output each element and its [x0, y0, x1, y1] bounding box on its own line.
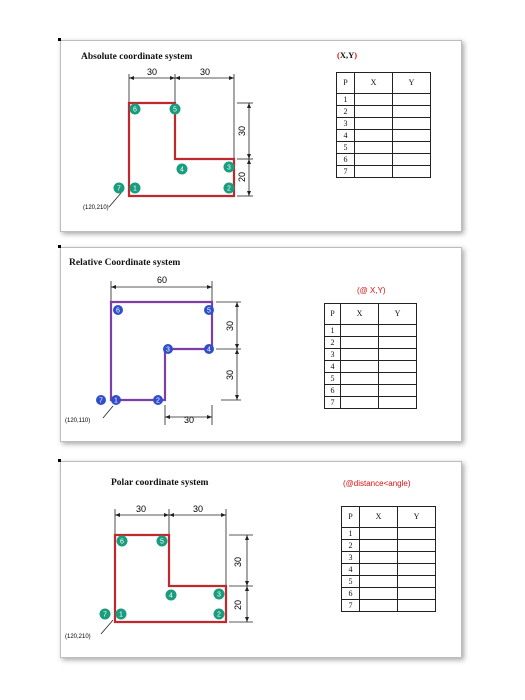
- header-y: Y: [379, 304, 417, 325]
- panel-absolute: [60, 40, 462, 232]
- point-2: [153, 395, 163, 405]
- point-6: [113, 305, 123, 315]
- table-row: 5: [337, 142, 431, 154]
- table-row: 5: [325, 373, 417, 385]
- header-p: P: [337, 73, 355, 94]
- svg-text:7: 7: [117, 185, 121, 193]
- point-4: [166, 590, 177, 601]
- table-row: 7: [325, 397, 417, 409]
- absolute-diagram: [61, 41, 461, 231]
- header-x: X: [341, 304, 379, 325]
- point-1: [116, 609, 127, 620]
- panel-relative: [60, 247, 462, 442]
- table-row: 3: [325, 349, 417, 361]
- dimension-label: 30: [199, 67, 211, 77]
- svg-text:2: 2: [227, 185, 231, 193]
- svg-text:7: 7: [99, 397, 103, 405]
- table-row: 2: [325, 337, 417, 349]
- table-row: 5: [342, 576, 436, 588]
- coordinate-format-label: (@ X,Y): [357, 286, 386, 295]
- table-row: 4: [325, 361, 417, 373]
- panel-title: Absolute coordinate system: [81, 52, 193, 62]
- table-row: 2: [342, 540, 436, 552]
- svg-text:2: 2: [156, 397, 160, 405]
- polar-diagram: [61, 462, 461, 657]
- panel-title: Relative Coordinate system: [69, 258, 181, 268]
- origin-label: (120,210): [83, 205, 109, 211]
- l-shape-outline: [111, 302, 212, 400]
- point-5: [204, 305, 214, 315]
- table-row: 7: [342, 600, 436, 612]
- point-7: [96, 395, 106, 405]
- point-5: [170, 104, 181, 115]
- svg-text:6: 6: [116, 307, 120, 315]
- header-x: X: [355, 73, 393, 94]
- svg-text:5: 5: [160, 538, 164, 546]
- table-row: 6: [342, 588, 436, 600]
- table-row: 3: [342, 552, 436, 564]
- svg-text:2: 2: [217, 611, 221, 619]
- dimension-label: 30: [233, 556, 243, 568]
- dimension-label: 60: [156, 275, 168, 285]
- table-row: 1: [337, 94, 431, 106]
- table-row: 3: [337, 118, 431, 130]
- header-x: X: [360, 507, 398, 528]
- table-row: 7: [337, 166, 431, 178]
- svg-text:4: 4: [169, 592, 173, 600]
- svg-text:1: 1: [114, 397, 118, 405]
- header-p: P: [342, 507, 360, 528]
- svg-text:5: 5: [207, 307, 211, 315]
- svg-text:7: 7: [103, 611, 107, 619]
- point-2: [214, 609, 225, 620]
- header-y: Y: [393, 73, 431, 94]
- svg-text:6: 6: [133, 106, 137, 114]
- svg-text:1: 1: [119, 611, 123, 619]
- origin-label: (120,110): [65, 418, 91, 424]
- dimension-label: 30: [146, 67, 158, 77]
- panel-title: Polar coordinate system: [111, 478, 209, 488]
- point-1: [111, 395, 121, 405]
- table-row: 6: [325, 385, 417, 397]
- dimension-label: 30: [183, 415, 195, 425]
- l-shape-outline: [115, 535, 226, 622]
- point-1: [130, 183, 141, 194]
- dimension-label: 30: [135, 504, 147, 514]
- header-p: P: [325, 304, 341, 325]
- table-row: 1: [325, 325, 417, 337]
- svg-text:6: 6: [120, 538, 124, 546]
- dimension-label: 30: [225, 369, 235, 381]
- dimension-label: 30: [237, 125, 247, 137]
- svg-text:1: 1: [133, 185, 137, 193]
- point-4: [204, 344, 214, 354]
- l-shape-outline: [129, 103, 234, 196]
- point-6: [130, 104, 141, 115]
- svg-text:3: 3: [217, 591, 221, 599]
- point-6: [117, 536, 128, 547]
- table-row: 6: [337, 154, 431, 166]
- svg-text:4: 4: [207, 346, 211, 354]
- point-3: [224, 162, 235, 173]
- svg-text:5: 5: [173, 106, 177, 114]
- table-row: 4: [342, 564, 436, 576]
- svg-text:3: 3: [166, 346, 170, 354]
- point-2: [224, 183, 235, 194]
- point-3: [214, 589, 225, 600]
- table-row: 1: [342, 528, 436, 540]
- svg-text:4: 4: [180, 166, 184, 174]
- dimension-label: 20: [233, 599, 243, 611]
- point-5: [157, 536, 168, 547]
- point-7: [100, 609, 111, 620]
- header-y: Y: [398, 507, 436, 528]
- coordinate-format-label: (@distance<angle): [343, 479, 411, 488]
- relative-diagram: [61, 248, 461, 441]
- origin-label: (120,210): [65, 634, 91, 640]
- point-4: [177, 164, 188, 175]
- panel-polar: [60, 461, 462, 658]
- dimension-label: 30: [192, 504, 204, 514]
- svg-text:3: 3: [227, 164, 231, 172]
- dimension-label: 30: [225, 320, 235, 332]
- dimension-label: 20: [237, 171, 247, 183]
- point-3: [163, 344, 173, 354]
- table-row: 4: [337, 130, 431, 142]
- point-7: [114, 183, 125, 194]
- table-row: 2: [337, 106, 431, 118]
- coordinate-format-label: (X,Y): [337, 50, 358, 60]
